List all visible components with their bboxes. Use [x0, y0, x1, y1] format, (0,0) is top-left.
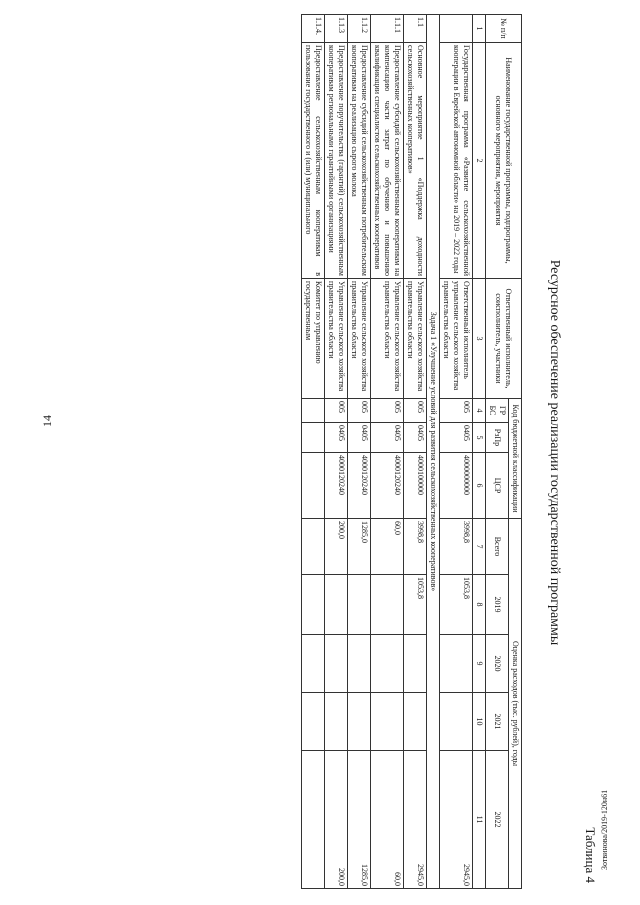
header-num: № п/п	[486, 15, 522, 43]
column-number: 7	[473, 519, 486, 575]
column-number: 5	[473, 423, 486, 453]
row-rzpr: 0405	[371, 423, 404, 453]
task-row	[427, 15, 440, 889]
row-name: Предоставление поручительства (гарантий) сельскохозяйственным кооперативам региональными гарантийными организациями	[325, 43, 348, 279]
row-2021	[404, 693, 427, 751]
header-executor: Ответственный исполнитель, соисполнитель, участники	[486, 279, 522, 399]
row-2020	[404, 635, 427, 693]
row-csr: 4000120240	[348, 453, 371, 519]
table-row	[325, 15, 348, 889]
row-2022: 2945,0	[404, 751, 427, 889]
row-csr: 4000120240	[325, 453, 348, 519]
row-rzpr	[302, 423, 325, 453]
header-2022: 2022	[486, 751, 509, 889]
row-rzpr: 0405	[440, 423, 473, 453]
page-number: 14	[40, 415, 54, 427]
row-name: Предоставление субсидий сельскохозяйственным кооперативам на компенсацию части затрат по обучению и повышению квалификации специалистов сельскохозяйственных кооперативов	[371, 43, 404, 279]
row-2020	[371, 635, 404, 693]
row-2019	[348, 575, 371, 635]
row-2020	[302, 635, 325, 693]
row-csr	[302, 453, 325, 519]
row-executor: Управление сельского хозяйства правительства области	[371, 279, 404, 399]
row-num: 1.1.3	[325, 15, 348, 43]
row-rzpr: 0405	[325, 423, 348, 453]
header-budget-code: Код бюджетной классификации	[509, 399, 522, 519]
row-2021	[302, 693, 325, 751]
table-row	[404, 15, 427, 889]
row-2022: 60,0	[371, 751, 404, 889]
column-number: 4	[473, 399, 486, 423]
row-2020	[348, 635, 371, 693]
header-costs: Оценка расходов (тыс. рублей), годы	[509, 519, 522, 889]
column-number: 11	[473, 751, 486, 889]
row-num: 1.1.4.	[302, 15, 325, 43]
row-csr: 4000120240	[371, 453, 404, 519]
row-2022	[302, 751, 325, 889]
resource-table	[301, 14, 522, 889]
row-csr: 4000000000	[440, 453, 473, 519]
row-2019	[371, 575, 404, 635]
column-number-row	[473, 15, 486, 889]
row-2020	[440, 635, 473, 693]
row-grbs	[302, 399, 325, 423]
table-label: Таблица 4	[583, 827, 598, 883]
header-2021: 2021	[486, 693, 509, 751]
row-executor: Управление сельского хозяйства правительства области	[325, 279, 348, 399]
table-row	[371, 15, 404, 889]
table-row	[302, 15, 325, 889]
row-grbs: 005	[440, 399, 473, 423]
row-2019: 1053,8	[440, 575, 473, 635]
row-rzpr: 0405	[404, 423, 427, 453]
header-2020: 2020	[486, 635, 509, 693]
column-number: 2	[473, 43, 486, 279]
row-2022: 200,0	[325, 751, 348, 889]
row-grbs: 005	[371, 399, 404, 423]
column-number: 1	[473, 15, 486, 43]
table-row	[348, 15, 371, 889]
row-grbs: 005	[325, 399, 348, 423]
row-executor: Управление сельского хозяйства правительства области	[348, 279, 371, 399]
header-2019: 2019	[486, 575, 509, 635]
row-2021	[371, 693, 404, 751]
column-number: 3	[473, 279, 486, 399]
row-num: 1.1.2	[348, 15, 371, 43]
row-executor: Ответственный исполнитель управление сельского хозяйства правительства области	[440, 279, 473, 399]
header-total: Всего	[486, 519, 509, 575]
column-number: 8	[473, 575, 486, 635]
row-grbs: 005	[404, 399, 427, 423]
row-2021	[348, 693, 371, 751]
table-row	[440, 15, 473, 889]
row-total: 3998,8	[440, 519, 473, 575]
row-total: 200,0	[325, 519, 348, 575]
row-name: Предоставление сельскохозяйственным кооперативам в пользование государственного и (или) муниципального	[302, 43, 325, 279]
row-total: 3998,8	[404, 519, 427, 575]
row-total: 1285,0	[348, 519, 371, 575]
row-2019: 1053,8	[404, 575, 427, 635]
row-2021	[325, 693, 348, 751]
column-number: 6	[473, 453, 486, 519]
row-name: Предоставление субсидий сельскохозяйственным потребительским кооперативам на реализацию сырого молока	[348, 43, 371, 279]
row-grbs: 005	[348, 399, 371, 423]
row-num: 1.1	[404, 15, 427, 43]
row-2022: 1285,0	[348, 751, 371, 889]
header-csr: ЦСР	[486, 453, 509, 519]
row-executor: Управление сельского хозяйства правительства области	[404, 279, 427, 399]
header-name: Наименование государственной программы, подпрограммы, основного мероприятия, мероприятия	[486, 43, 522, 279]
column-number: 10	[473, 693, 486, 751]
row-total: 60,0	[371, 519, 404, 575]
column-number: 9	[473, 635, 486, 693]
page-title: Ресурсное обеспечение реализации государственной программы	[547, 259, 562, 646]
row-total	[302, 519, 325, 575]
header-rzpr: РзПр	[486, 423, 509, 453]
row-2020	[325, 635, 348, 693]
row-2019	[325, 575, 348, 635]
row-csr: 4000100000	[404, 453, 427, 519]
row-2019	[302, 575, 325, 635]
row-num: 1.1.1	[371, 15, 404, 43]
row-rzpr: 0405	[348, 423, 371, 453]
row-name: Государственная программа «Развитие сельскохозяйственной кооперации в Еврейской автономной области» на 2019 – 2022 годы	[440, 43, 473, 279]
row-num	[440, 15, 473, 43]
row-2022: 2945,0	[440, 751, 473, 889]
row-executor: Комитет по управлению государственным	[302, 279, 325, 399]
task-title: Задача 1 «Улучшение условий для развития сельскохозяйственных кооперативов»	[427, 15, 440, 889]
row-name: Основное мероприятие 1 «Поддержка доходности сельскохозяйственных кооперативов»	[404, 43, 427, 279]
row-2021	[440, 693, 473, 751]
header-grbs: ГР БС	[486, 399, 509, 423]
document-code: Зотвинова/2019-120н61	[600, 789, 609, 870]
